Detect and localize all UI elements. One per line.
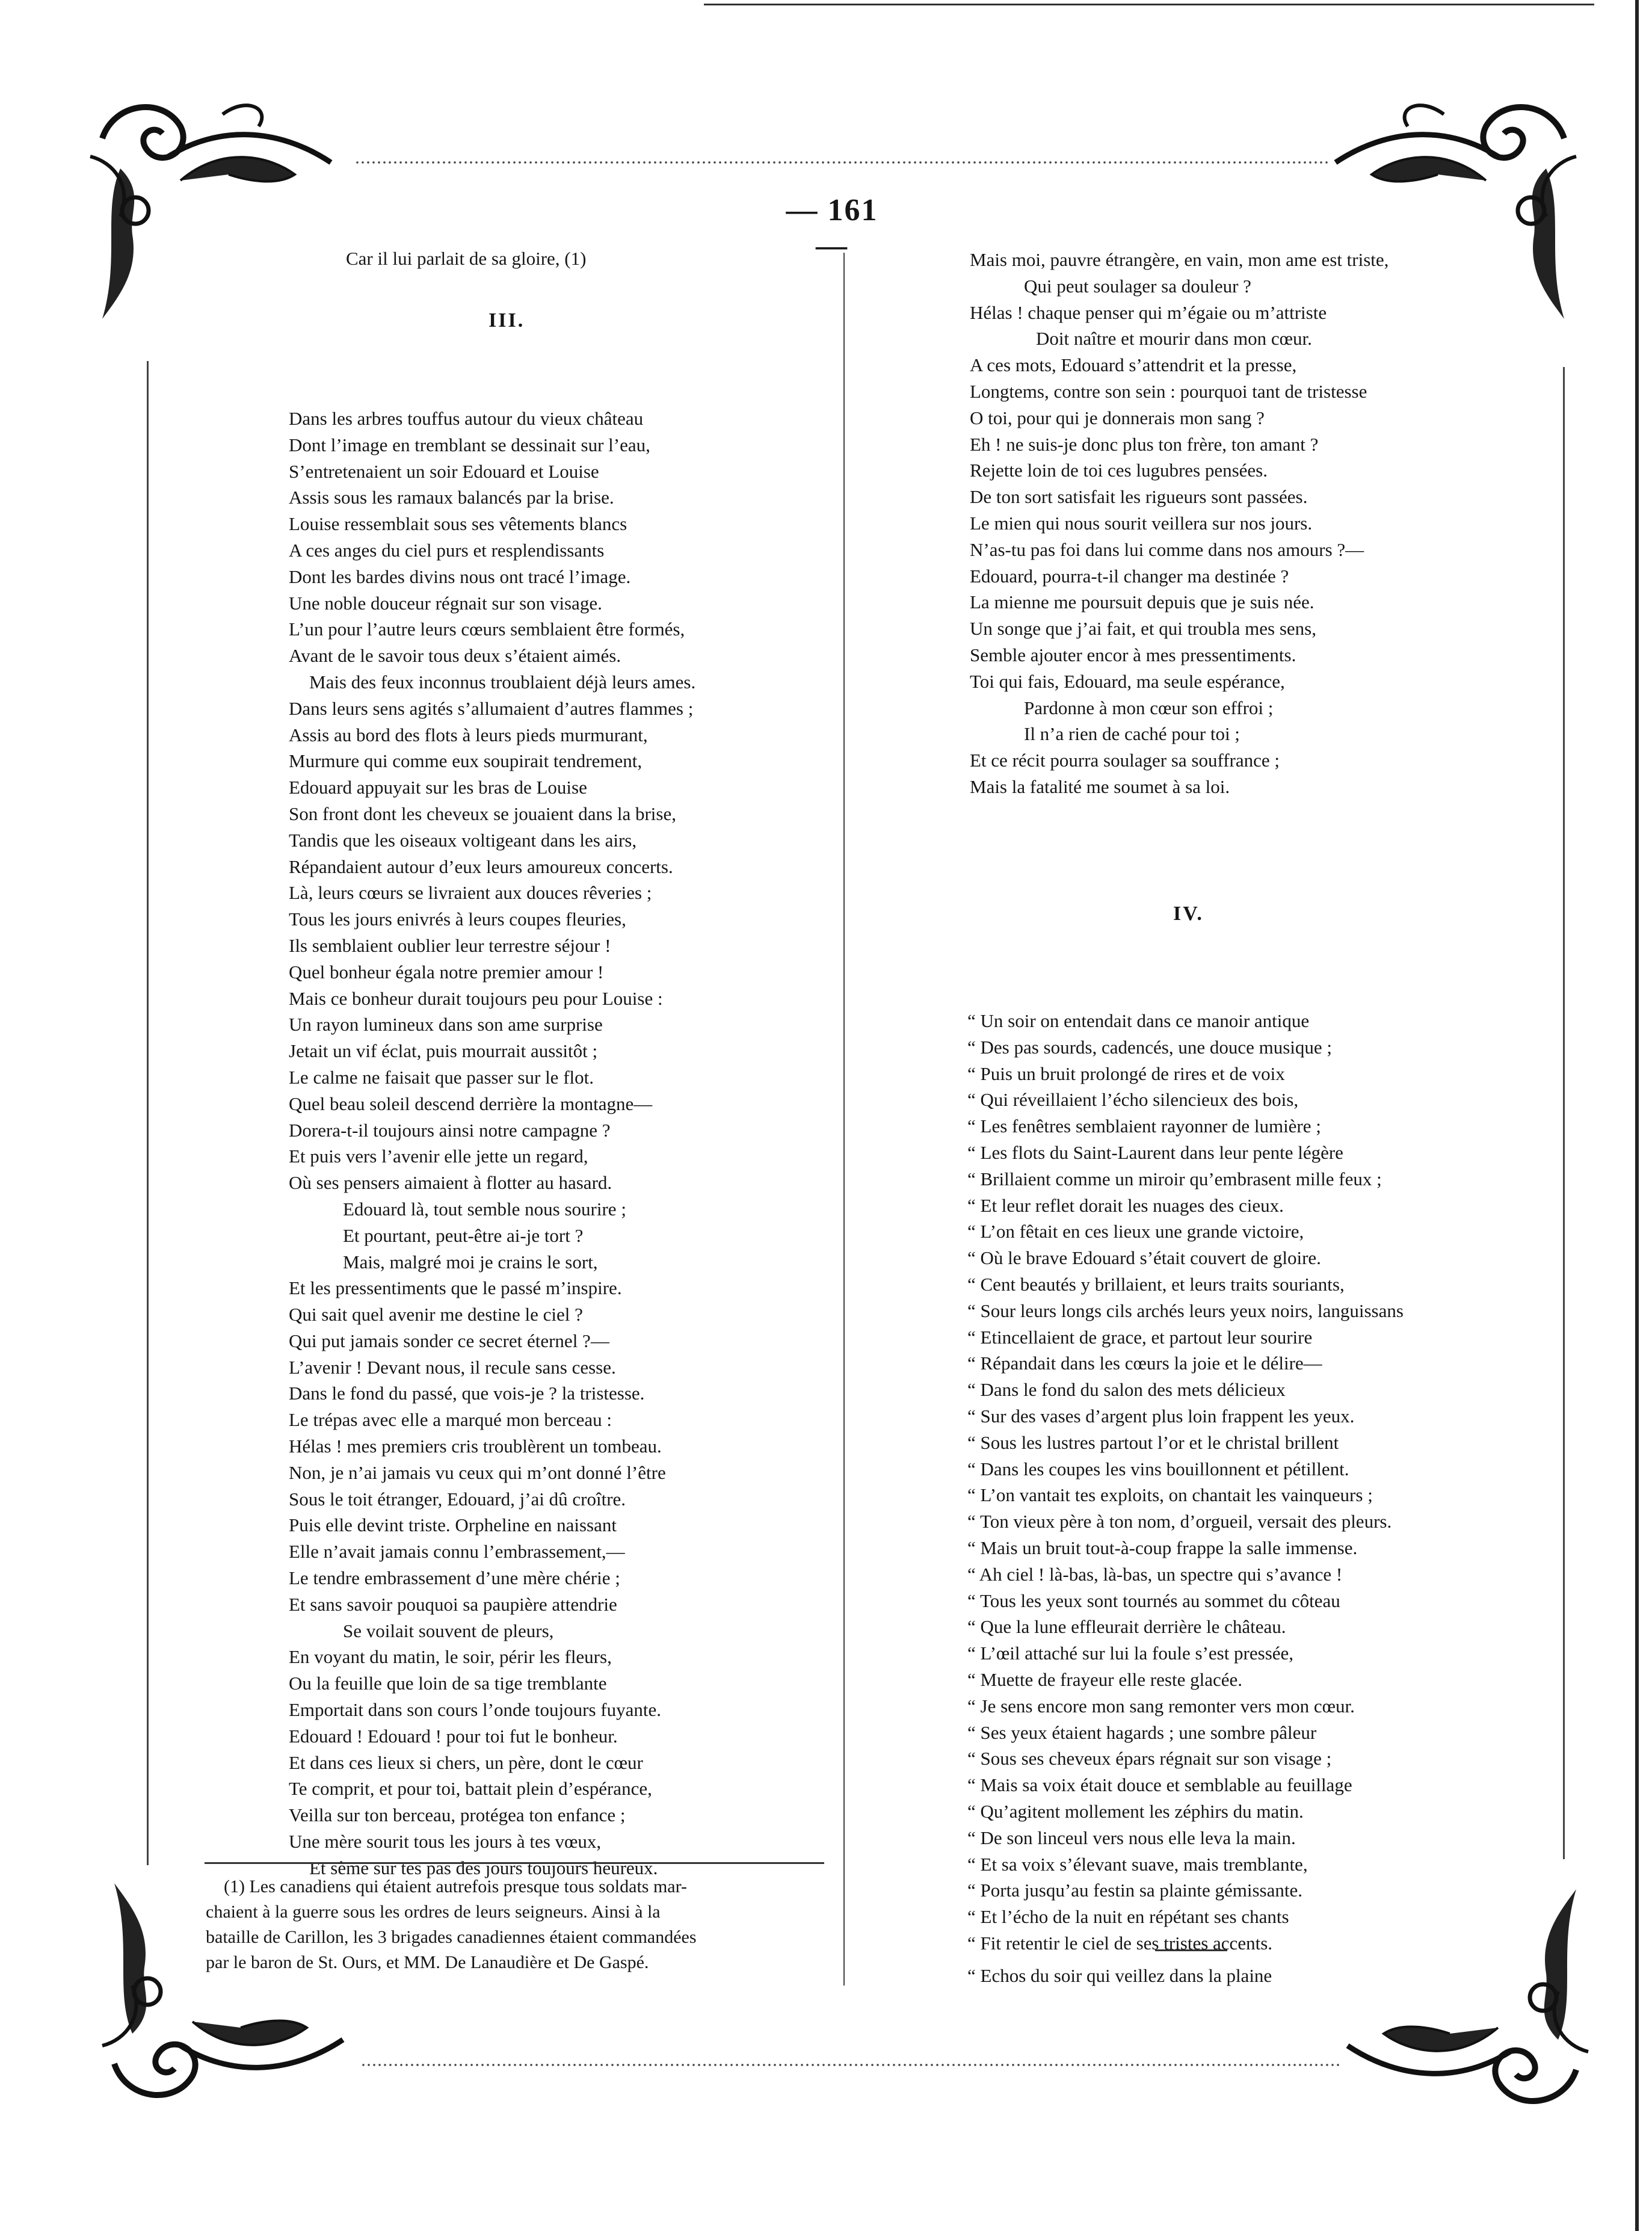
poem-line: Toi qui fais, Edouard, ma seule espérance, [970, 670, 1285, 692]
quoted-line: “ Mais un bruit tout-à-coup frappe la salle immense. [967, 1537, 1358, 1558]
poem-line: Son front dont les cheveux se jouaient dans la brise, [289, 803, 676, 824]
poem-line: Mais la fatalité me soumet à sa loi. [970, 776, 1230, 797]
poem-line: Sous le toit étranger, Edouard, j’ai dû croître. [289, 1488, 626, 1510]
final-quoted-line: “ Echos du soir qui veillez dans la plaine [967, 1965, 1272, 1986]
poem-line: Te comprit, et pour toi, battait plein d’espérance, [289, 1778, 652, 1800]
poem-line: Répandaient autour d’eux leurs amoureux concerts. [289, 856, 673, 877]
quoted-line: “ Qu’agitent mollement les zéphirs du matin. [967, 1800, 1304, 1822]
poem-line: Murmure qui comme eux soupirait tendrement, [289, 750, 643, 772]
poem-line: A ces anges du ciel purs et resplendissants [289, 539, 605, 561]
poem-line: Edouard appuyait sur les bras de Louise [289, 777, 587, 798]
poem-line: Et ce récit pourra soulager sa souffrance ; [970, 750, 1280, 771]
poem-line: Edouard ! Edouard ! pour toi fut le bonheur. [289, 1725, 618, 1747]
quoted-line: “ Que la lune effleurait derrière le château. [967, 1616, 1286, 1638]
poem-line: O toi, pour qui je donnerais mon sang ? [970, 407, 1265, 428]
poem-line: Pardonne à mon cœur son effroi ; [1024, 697, 1274, 718]
quoted-line: “ L’on fêtait en ces lieux une grande victoire, [967, 1221, 1304, 1242]
right-frame-rule [1563, 367, 1565, 1859]
top-edge-rule [704, 4, 1594, 5]
poem-line: Assis sous les ramaux balancés par la brise. [289, 487, 614, 508]
poem-line: Une mère sourit tous les jours à tes vœux, [289, 1831, 602, 1853]
poem-line: Edouard, pourra-t-il changer ma destinée ? [970, 565, 1289, 587]
poem-line: Hélas ! mes premiers cris troublèrent un tombeau. [289, 1436, 662, 1457]
poem-line: Avant de le savoir tous deux s’étaient aimés. [289, 645, 621, 667]
poem-line: L’un pour l’autre leurs cœurs semblaient être formés, [289, 619, 685, 640]
poem-line: L’avenir ! Devant nous, il recule sans cesse. [289, 1356, 616, 1378]
poem-line: Elle n’avait jamais connu l’embrassement,— [289, 1541, 625, 1563]
quoted-line: “ Ah ciel ! là-bas, là-bas, un spectre qui s’avance ! [967, 1563, 1343, 1585]
poem-line: Jetait un vif éclat, puis mourrait aussitôt ; [289, 1040, 598, 1062]
poem-line: Mais, malgré moi je crains le sort, [343, 1251, 598, 1273]
poem-line: Tous les jours enivrés à leurs coupes fleuries, [289, 909, 626, 930]
poem-line: Assis au bord des flots à leurs pieds murmurant, [289, 724, 648, 745]
poem-line: Quel beau soleil descend derrière la montagne— [289, 1093, 653, 1114]
poem-line: Ils semblaient oublier leur terrestre séjour ! [289, 934, 611, 956]
quoted-line: “ Sous les lustres partout l’or et le christal brillent [967, 1431, 1339, 1453]
quoted-line: “ Etincellaient de grace, et partout leur sourire [967, 1326, 1313, 1348]
poem-line: Et puis vers l’avenir elle jette un regard, [289, 1146, 588, 1167]
poem-line: Et pourtant, peut-être ai-je tort ? [343, 1224, 584, 1246]
poem-line: Rejette loin de toi ces lugubres pensées. [970, 460, 1268, 481]
poem-line: Qui peut soulager sa douleur ? [1024, 275, 1251, 297]
poem-line: Dans leurs sens agités s’allumaient d’autres flammes ; [289, 697, 694, 719]
quoted-line: “ Sous ses cheveux épars régnait sur son visage ; [967, 1748, 1332, 1770]
quoted-line: “ De son linceul vers nous elle leva la main. [967, 1827, 1296, 1848]
poem-line: Doit naître et mourir dans mon cœur. [1036, 328, 1312, 350]
poem-line: Puis elle devint triste. Orpheline en naissant [289, 1514, 617, 1536]
poem-line: Quel bonheur égala notre premier amour ! [289, 961, 604, 983]
poem-line: Eh ! ne suis-je donc plus ton frère, ton amant ? [970, 433, 1319, 455]
poem-line: Un rayon lumineux dans son ame surprise [289, 1014, 603, 1035]
poem-line: Mais ce bonheur durait toujours peu pour Louise : [289, 987, 663, 1009]
quoted-line: “ Dans les coupes les vins bouillonnent et pétillent. [967, 1458, 1349, 1480]
quoted-line: “ Fit retentir le ciel de ses tristes accents. [967, 1932, 1273, 1954]
quoted-line: “ Ton vieux père à ton nom, d’orgueil, versait des pleurs. [967, 1511, 1392, 1532]
poem-line: En voyant du matin, le soir, périr les fleurs, [289, 1646, 612, 1668]
poem-line: Un songe que j’ai fait, et qui troubla mes sens, [970, 618, 1316, 640]
poem-line: Le tendre embrassement d’une mère chérie ; [289, 1567, 620, 1589]
top-ornamental-rule [355, 160, 1330, 165]
quoted-line: “ Répandait dans les cœurs la joie et le délire— [967, 1353, 1322, 1374]
poem-line: Se voilait souvent de pleurs, [343, 1620, 554, 1641]
quoted-line: “ L’œil attaché sur lui la foule s’est pressée, [967, 1643, 1294, 1664]
quoted-line: “ Ses yeux étaient hagards ; une sombre pâleur [967, 1721, 1317, 1743]
left-intro-line [346, 245, 586, 272]
poem-line: Où ses pensers aimaient à flotter au hasard. [289, 1172, 612, 1194]
quoted-line: “ Porta jusqu’au festin sa plainte gémissante. [967, 1880, 1303, 1901]
right-final-line [967, 1963, 1272, 1989]
quoted-line: “ Cent beautés y brillaient, et leurs traits souriants, [967, 1273, 1345, 1295]
quoted-line: “ Brillaient comme un miroir qu’embrasent mille feux ; [967, 1168, 1382, 1190]
quoted-line: “ Tous les yeux sont tournés au sommet du côteau [967, 1590, 1340, 1611]
poem-line: Et dans ces lieux si chers, un père, dont le cœur [289, 1751, 643, 1773]
section-heading-iii: III. [489, 309, 525, 332]
quoted-line: “ Un soir on entendait dans ce manoir antique [967, 1010, 1310, 1031]
poem-line: N’as-tu pas foi dans lui comme dans nos amours ?— [970, 538, 1364, 560]
poem-line: Louise ressemblait sous ses vêtements blancs [289, 513, 627, 535]
poem-line: Veilla sur ton berceau, protégea ton enfance ; [289, 1804, 626, 1826]
quoted-line: “ Et sa voix s’élevant suave, mais tremblante, [967, 1853, 1308, 1875]
footnote-line: (1) Les canadiens qui étaient autrefois presque tous soldats mar- [224, 1877, 687, 1896]
quoted-line: “ Les fenêtres semblaient rayonner de lumière ; [967, 1116, 1321, 1137]
page-edge-shadow [1635, 0, 1639, 2231]
quoted-line: “ Mais sa voix était douce et semblable au feuillage [967, 1774, 1352, 1796]
quoted-line: “ Et leur reflet dorait les nuages des cieux. [967, 1194, 1284, 1216]
poem-line: Et sans savoir pouquoi sa paupière attendrie [289, 1593, 617, 1615]
poem-line: Et les pressentiments que le passé m’inspire. [289, 1277, 622, 1299]
footnote-line: bataille de Carillon, les 3 brigades canadiennes étaient commandées [206, 1927, 697, 1947]
column-divider [843, 253, 845, 1986]
footnote-rule [205, 1862, 824, 1864]
footnote [206, 1874, 825, 1975]
right-quoted-column [967, 1008, 1404, 1957]
poem-line: Longtems, contre son sein : pourquoi tant de tristesse [970, 380, 1367, 402]
quoted-line: “ Qui réveillaient l’écho silencieux des bois, [967, 1089, 1299, 1111]
quoted-line: “ Et l’écho de la nuit en répétant ses chants [967, 1906, 1289, 1928]
poem-line: Une noble douceur régnait sur son visage. [289, 592, 602, 614]
page-number: — 161 — [786, 193, 878, 263]
poem-line: Edouard là, tout semble nous sourire ; [343, 1198, 626, 1220]
quoted-line: “ Puis un bruit prolongé de rires et de voix [967, 1063, 1285, 1084]
left-poem-column [289, 406, 695, 1881]
right-poem-column [970, 247, 1388, 800]
poem-line: Il n’a rien de caché pour toi ; [1024, 723, 1240, 745]
poem-line: La mienne me poursuit depuis que je suis née. [970, 591, 1315, 613]
poem-line: Dans le fond du passé, que vois-je ? la tristesse. [289, 1383, 645, 1404]
poem-line: Qui sait quel avenir me destine le ciel ? [289, 1304, 583, 1325]
footnote-line: par le baron de St. Ours, et MM. De Lanaudière et De Gaspé. [206, 1952, 649, 1972]
poem-line: S’entretenaient un soir Edouard et Louise [289, 460, 599, 482]
poem-line: Le mien qui nous sourit veillera sur nos jours. [970, 512, 1313, 534]
poem-line: A ces mots, Edouard s’attendrit et la presse, [970, 354, 1297, 376]
poem-line: Hélas ! chaque penser qui m’égaie ou m’attriste [970, 301, 1327, 323]
section-heading-iv: IV. [1173, 903, 1204, 925]
poem-line: Dont l’image en tremblant se dessinait sur l’eau, [289, 434, 650, 455]
quoted-line: “ Les flots du Saint-Laurent dans leur pente légère [967, 1141, 1343, 1163]
poem-line: Là, leurs cœurs se livraient aux douces rêveries ; [289, 882, 652, 904]
corner-ornament-top-left [78, 90, 355, 349]
bottom-ornamental-rule [361, 2063, 1342, 2067]
poem-line: Dans les arbres touffus autour du vieux château [289, 408, 644, 429]
poem-line: Mais des feux inconnus troublaient déjà leurs ames. [309, 671, 696, 693]
quoted-line: “ Dans le fond du salon des mets délicieux [967, 1379, 1286, 1401]
poem-line: Mais moi, pauvre étrangère, en vain, mon ame est triste, [970, 249, 1389, 270]
poem-line: Ou la feuille que loin de sa tige tremblante [289, 1673, 607, 1694]
poem-line: Non, je n’ai jamais vu ceux qui m’ont donné l’être [289, 1461, 666, 1483]
poem-line: Emportait dans son cours l’onde toujours fuyante. [289, 1699, 662, 1721]
footnote-line: chaient à la guerre sous les ordres de leurs seigneurs. Ainsi à la [206, 1902, 661, 1922]
quoted-line: “ Je sens encore mon sang remonter vers mon cœur. [967, 1695, 1355, 1717]
poem-line: De ton sort satisfait les rigueurs sont passées. [970, 486, 1308, 508]
quoted-line: “ Muette de frayeur elle reste glacée. [967, 1668, 1242, 1690]
poem-line: Tandis que les oiseaux voltigeant dans les airs, [289, 829, 637, 851]
quoted-line: “ Des pas sourds, cadencés, une douce musique ; [967, 1036, 1333, 1058]
quoted-line: “ L’on vantait tes exploits, on chantait les vainqueurs ; [967, 1484, 1373, 1506]
quoted-line: “ Où le brave Edouard s’était couvert de gloire. [967, 1247, 1321, 1269]
quoted-line: “ Sour leurs longs cils archés leurs yeux noirs, languissans [967, 1300, 1404, 1321]
poem-line: Qui put jamais sonder ce secret éternel ?— [289, 1330, 609, 1351]
poem-line: Semble ajouter encor à mes pressentiments. [970, 644, 1296, 665]
intro-line: Car il lui parlait de sa gloire, (1) [346, 248, 587, 269]
quoted-line: “ Sur des vases d’argent plus loin frappent les yeux. [967, 1405, 1355, 1427]
left-frame-rule [147, 361, 149, 1865]
section-separator-rule [1155, 1949, 1227, 1951]
poem-line: Le calme ne faisait que passer sur le flot. [289, 1066, 594, 1088]
poem-line: Dorera-t-il toujours ainsi notre campagne ? [289, 1119, 611, 1141]
poem-line: Dont les bardes divins nous ont tracé l’image. [289, 566, 631, 587]
poem-line: Le trépas avec elle a marqué mon berceau : [289, 1409, 612, 1431]
poem-line: Et sème sur tes pas des jours toujours heureux. [309, 1857, 658, 1878]
